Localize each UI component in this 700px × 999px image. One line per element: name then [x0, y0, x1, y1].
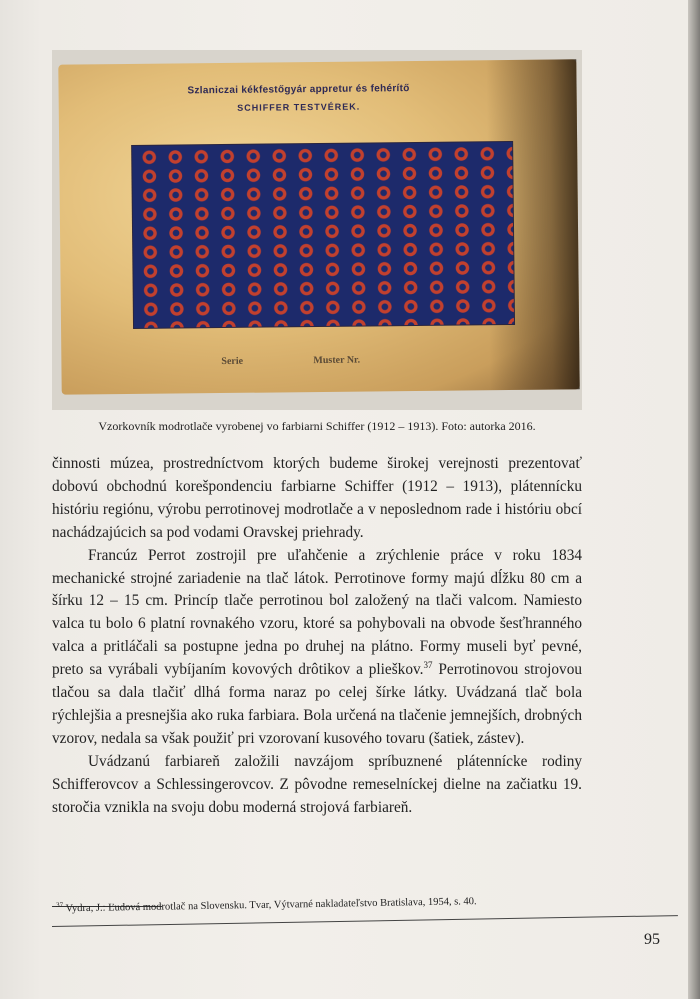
- paragraph-2: [52, 545, 582, 751]
- body-text: [52, 453, 582, 820]
- sample-board: [58, 59, 579, 394]
- blueprint-fabric-swatch: [132, 142, 514, 328]
- footnote-reference[interactable]: 37: [423, 660, 433, 671]
- figure-caption: Vzorkovník modrotlače vyrobenej vo farbiarni Schiffer (1912 – 1913). Foto: autorka 2016.: [98, 419, 536, 433]
- footnote: [56, 891, 616, 914]
- sample-book-photo: [52, 50, 582, 410]
- footnote-text: Vydra, J.: Ľudová modrotlač na Slovensku. Tvar, Výtvarné nakladateľstvo Bratislava, 1954, s. 40.: [63, 896, 477, 915]
- page-number: 95: [644, 931, 660, 948]
- board-heading-line1: Szlaniczai kékfestőgyár appretur és fehérítő: [187, 83, 410, 97]
- board-footer-serie: Serie: [221, 355, 244, 368]
- paragraph-1: činnosti múzea, prostredníctvom ktorých budeme širokej verejnosti prezentovať dobovú obchodnú korešpondenciu farbiarne Schiffer (1912 – 1913), plátennícku históriu regiónu, výrobu perrotinovej modrotlače a v neposlednom rade i históriu obcí nachádzajúcich sa pod vodami Oravskej priehrady.: [52, 455, 582, 541]
- page-edge: [688, 0, 700, 999]
- paragraph-2-part1: Francúz Perrot zostrojil pre uľahčenie a zrýchlenie práce v roku 1834 mechanické strojné zariadenie na tlač látok. Perrotinove formy majú dĺžku 80 cm a šírku 12 – 15 cm. Princíp tlače perrotinou bol založený na tlači valcom. Namiesto valca tu bolo 6 platní rovnakého vzoru, ktoré sa pohybovali na obvode šesťhranného valca a pritláčali sa postupne jedna po druhej na plátno. Formy museli byť pevné, preto sa vyrábali vybíjaním kovových drôtikov a plieškov.: [52, 546, 582, 679]
- board-footer-muster: Muster Nr.: [313, 354, 361, 367]
- paragraph-3: Uvádzanú farbiareň založili navzájom spríbuznené plátennícke rodiny Schifferovcov a Schlessingerovcov. Z pôvodne remeselníckej dielne na začiatku 19. storočia vznikla na svoju dobu moderná strojová farbiareň.: [52, 752, 582, 816]
- page-bottom-rule: [52, 915, 678, 927]
- footnote-number: 37: [56, 900, 64, 909]
- board-heading-line2: SCHIFFER TESTVÉREK.: [237, 101, 361, 113]
- paragraph-2-part2: Perrotinovou strojovou tlačou sa dala tlačiť dlhá forma naraz po celej šírke látky. Uvádzaná tlač bola rýchlejšia a presnejšia ako ruka farbiara. Bola určená na tlačenie jemnejších, drobných vzorov, nedala sa však použiť pri vzorovaní kusového tovaru (šatiek, zástev).: [52, 661, 582, 747]
